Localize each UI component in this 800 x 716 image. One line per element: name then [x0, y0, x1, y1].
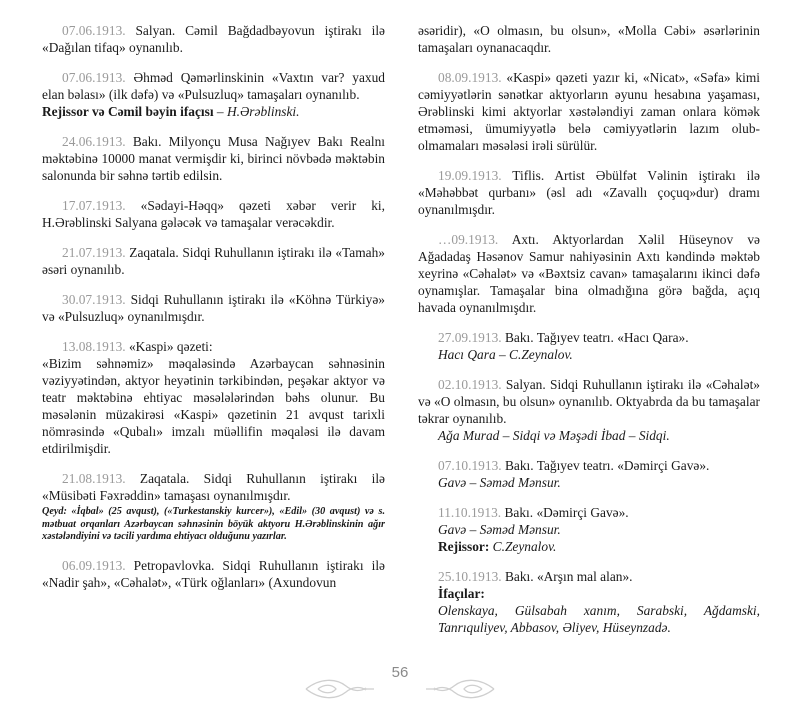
right-column [418, 22, 760, 649]
chronicle-entry [42, 197, 385, 231]
chronicle-entry [418, 329, 760, 363]
entry-date: 21.07.1913. [62, 245, 126, 260]
entry-text: Salyan. Sidqi Ruhullanın iştirakı ilə «Cəhalət» və «O olmasın, bu olsun» oynanılıb. Oktyabrda da bu tamaşalar təkrar oynanılıb. [418, 377, 760, 426]
entry-text: Bakı. Milyonçu Musa Nağıyev Bakı Realnı məktəbinə 10000 manat vermişdir ki, birinci növbədə məktəbin salonunda bir səhnə tərtib edilsin. [42, 134, 385, 183]
entry-date: 02.10.1913. [438, 377, 502, 392]
entry-date: 08.09.1913. [438, 70, 502, 85]
entry-text: Sidqi Ruhullanın iştirakı ilə «Köhnə Türkiyə» və «Pulsuzluq» oynanılmışdır. [42, 292, 385, 324]
page-number: 56 [391, 664, 409, 681]
entry-text: Bakı. Tağıyev teatrı. «Hacı Qara». [501, 330, 689, 345]
credit-label: İfaçılar: [438, 586, 485, 601]
entry-text: Axtı. Aktyorlardan Xəlil Hüseynov və Ağadadaş Həsənov Samur nahiyəsinin Axtı kəndində məktəb xeyrinə «Cəhalət» və «Bəxtsiz cavan» tamaşalarını ikinci dəfə oynamışlar. Tamaşalar bina olmadığına görə bağda, açıq havada oynanılmışdır. [418, 232, 760, 315]
chronicle-entry [42, 244, 385, 278]
chronicle-entry [418, 457, 760, 491]
credit-name: C.Zeynalov. [489, 539, 557, 554]
entry-date: …09.1913. [438, 232, 499, 247]
entry-date: 27.09.1913. [438, 330, 502, 345]
cast-line: Gavə – Səməd Mənsur. [438, 475, 561, 490]
entry-date: 24.06.1913. [62, 134, 126, 149]
entry-paragraph: «Bizim səhnəmiz» məqaləsində Azərbaycan səhnəsinin vəziyyətindən, aktyor heyətinin tərkibindən, peşəkar aktyor və teatr məktəbinə ehtiyac məsələlərindən bəhs olunur. Bu məsələnin müzakirəsi «Kaspi» qəzetinin 21 avqust tarixli nömrəsində «Qubalı» imzalı müəllifin məqaləsi ilə davam etdirilmişdir. [42, 356, 385, 456]
chronicle-entry [42, 557, 385, 591]
chronicle-entry [42, 22, 385, 56]
entry-text: «Sədayi-Həqq» qəzeti xəbər verir ki, H.Ərəblinski Salyana gələcək və tamaşalar verəcəkdir. [42, 198, 385, 230]
chronicle-entry [42, 69, 385, 120]
entry-text: Salyan. Cəmil Bağdadbəyovun iştirakı ilə «Dağılan tifaq» oynanılıb. [42, 23, 385, 55]
entry-text: «Kaspi» qəzeti yazır ki, «Nicat», «Səfa» kimi cəmiyyətlərin sənətkar aktyorların əyunu hesabına yaşaması, Ərəblinski kimi aktyorlar xəstələndiyi zaman onlara kömək etməməsi, ümumiyyətlə belə cəmiyyətlərin lazım olub-olmamaları məsələsi irəli sürülür. [418, 70, 760, 153]
chronicle-entry [418, 22, 760, 56]
entry-text: Bakı. Tağıyev teatrı. «Dəmirçi Gavə». [501, 458, 710, 473]
chronicle-entry [418, 69, 760, 154]
cast-line: Ağa Murad – Sidqi və Məşədi İbad – Sidqi. [438, 428, 670, 443]
editor-note: Qeyd: «İqbal» (25 avqust), («Turkestanskiy kurcer»), «Edil» (30 avqust) və s. mətbuat orqanları Azərbaycan səhnəsinin böyük aktyoru H.Ərəblinskinin ağır xəstələndiyini və təcili yardıma ehtiyacı olduğunu yazırlar. [42, 506, 385, 543]
chronicle-entry [42, 338, 385, 457]
chronicle-entry [418, 376, 760, 444]
entry-text: Petropavlovka. Sidqi Ruhullanın iştirakı ilə «Nadir şah», «Cəhalət», «Türk oğlanları» (Axundovun [42, 557, 385, 590]
page-footer [0, 664, 800, 704]
entry-date: 13.08.1913. [62, 339, 126, 354]
chronicle-entry [418, 504, 760, 555]
chronicle-entry [42, 291, 385, 325]
entry-continuation: əsəridir), «O olmasın, bu olsun», «Molla Cəbi» əsərlərinin tamaşaları oynanacaqdır. [418, 23, 760, 55]
entry-date: 25.10.1913. [438, 569, 502, 584]
entry-text: Əhməd Qəmərlinskinin «Vaxtın var? yaxud elan bəlası» (ilk dəfə) və «Pulsuzluq» tamaşaları oynanılıb. [42, 70, 385, 102]
entry-text: Zaqatala. Sidqi Ruhullanın iştirakı ilə «Tamah» əsəri oynanılıb. [42, 245, 385, 277]
entry-date: 07.06.1913. [62, 23, 126, 38]
left-column [42, 22, 385, 604]
entry-text: Zaqatala. Sidqi Ruhullanın iştirakı ilə «Müsibəti Fəxrəddin» tamaşası oynanılmışdır. [42, 471, 385, 503]
chronicle-entry [42, 470, 385, 544]
credit-label: Rejissor: [438, 539, 490, 554]
entry-date: 07.06.1913. [62, 70, 126, 85]
cast-list: Olenskaya, Gülsabah xanım, Sarabski, Ağdamski, Tanrıquliyev, Abbasov, Əliyev, Hüseynzadə. [438, 603, 760, 635]
entry-date: 11.10.1913. [438, 505, 502, 520]
entry-date: 21.08.1913. [62, 471, 126, 486]
entry-text: Bakı. «Arşın mal alan». [501, 569, 633, 584]
credit-label: Rejissor və Cəmil bəyin ifaçısı [42, 104, 214, 119]
cast-line: Hacı Qara – C.Zeynalov. [438, 347, 573, 362]
chronicle-entry [418, 568, 760, 636]
chronicle-entry [42, 133, 385, 184]
entry-date: 17.07.1913. [62, 198, 126, 213]
entry-date: 19.09.1913. [438, 168, 502, 183]
cast-line: Gavə – Səməd Mənsur. [438, 522, 561, 537]
entry-date: 30.07.1913. [62, 292, 126, 307]
entry-date: 07.10.1913. [438, 458, 502, 473]
chronicle-entry [418, 231, 760, 316]
entry-date: 06.09.1913. [62, 557, 126, 573]
chronicle-entry [418, 167, 760, 218]
entry-text: «Kaspi» qəzeti: [125, 339, 213, 354]
credit-name: – H.Ərəblinski. [213, 104, 300, 119]
entry-text: Bakı. «Dəmirçi Gavə». [501, 505, 629, 520]
entry-text: Tiflis. Artist Əbülfət Vəlinin iştirakı ilə «Məhəbbət qurbanı» (əsl adı «Zavallı çoçuq»dur) dramı oynanılmışdır. [418, 168, 760, 217]
